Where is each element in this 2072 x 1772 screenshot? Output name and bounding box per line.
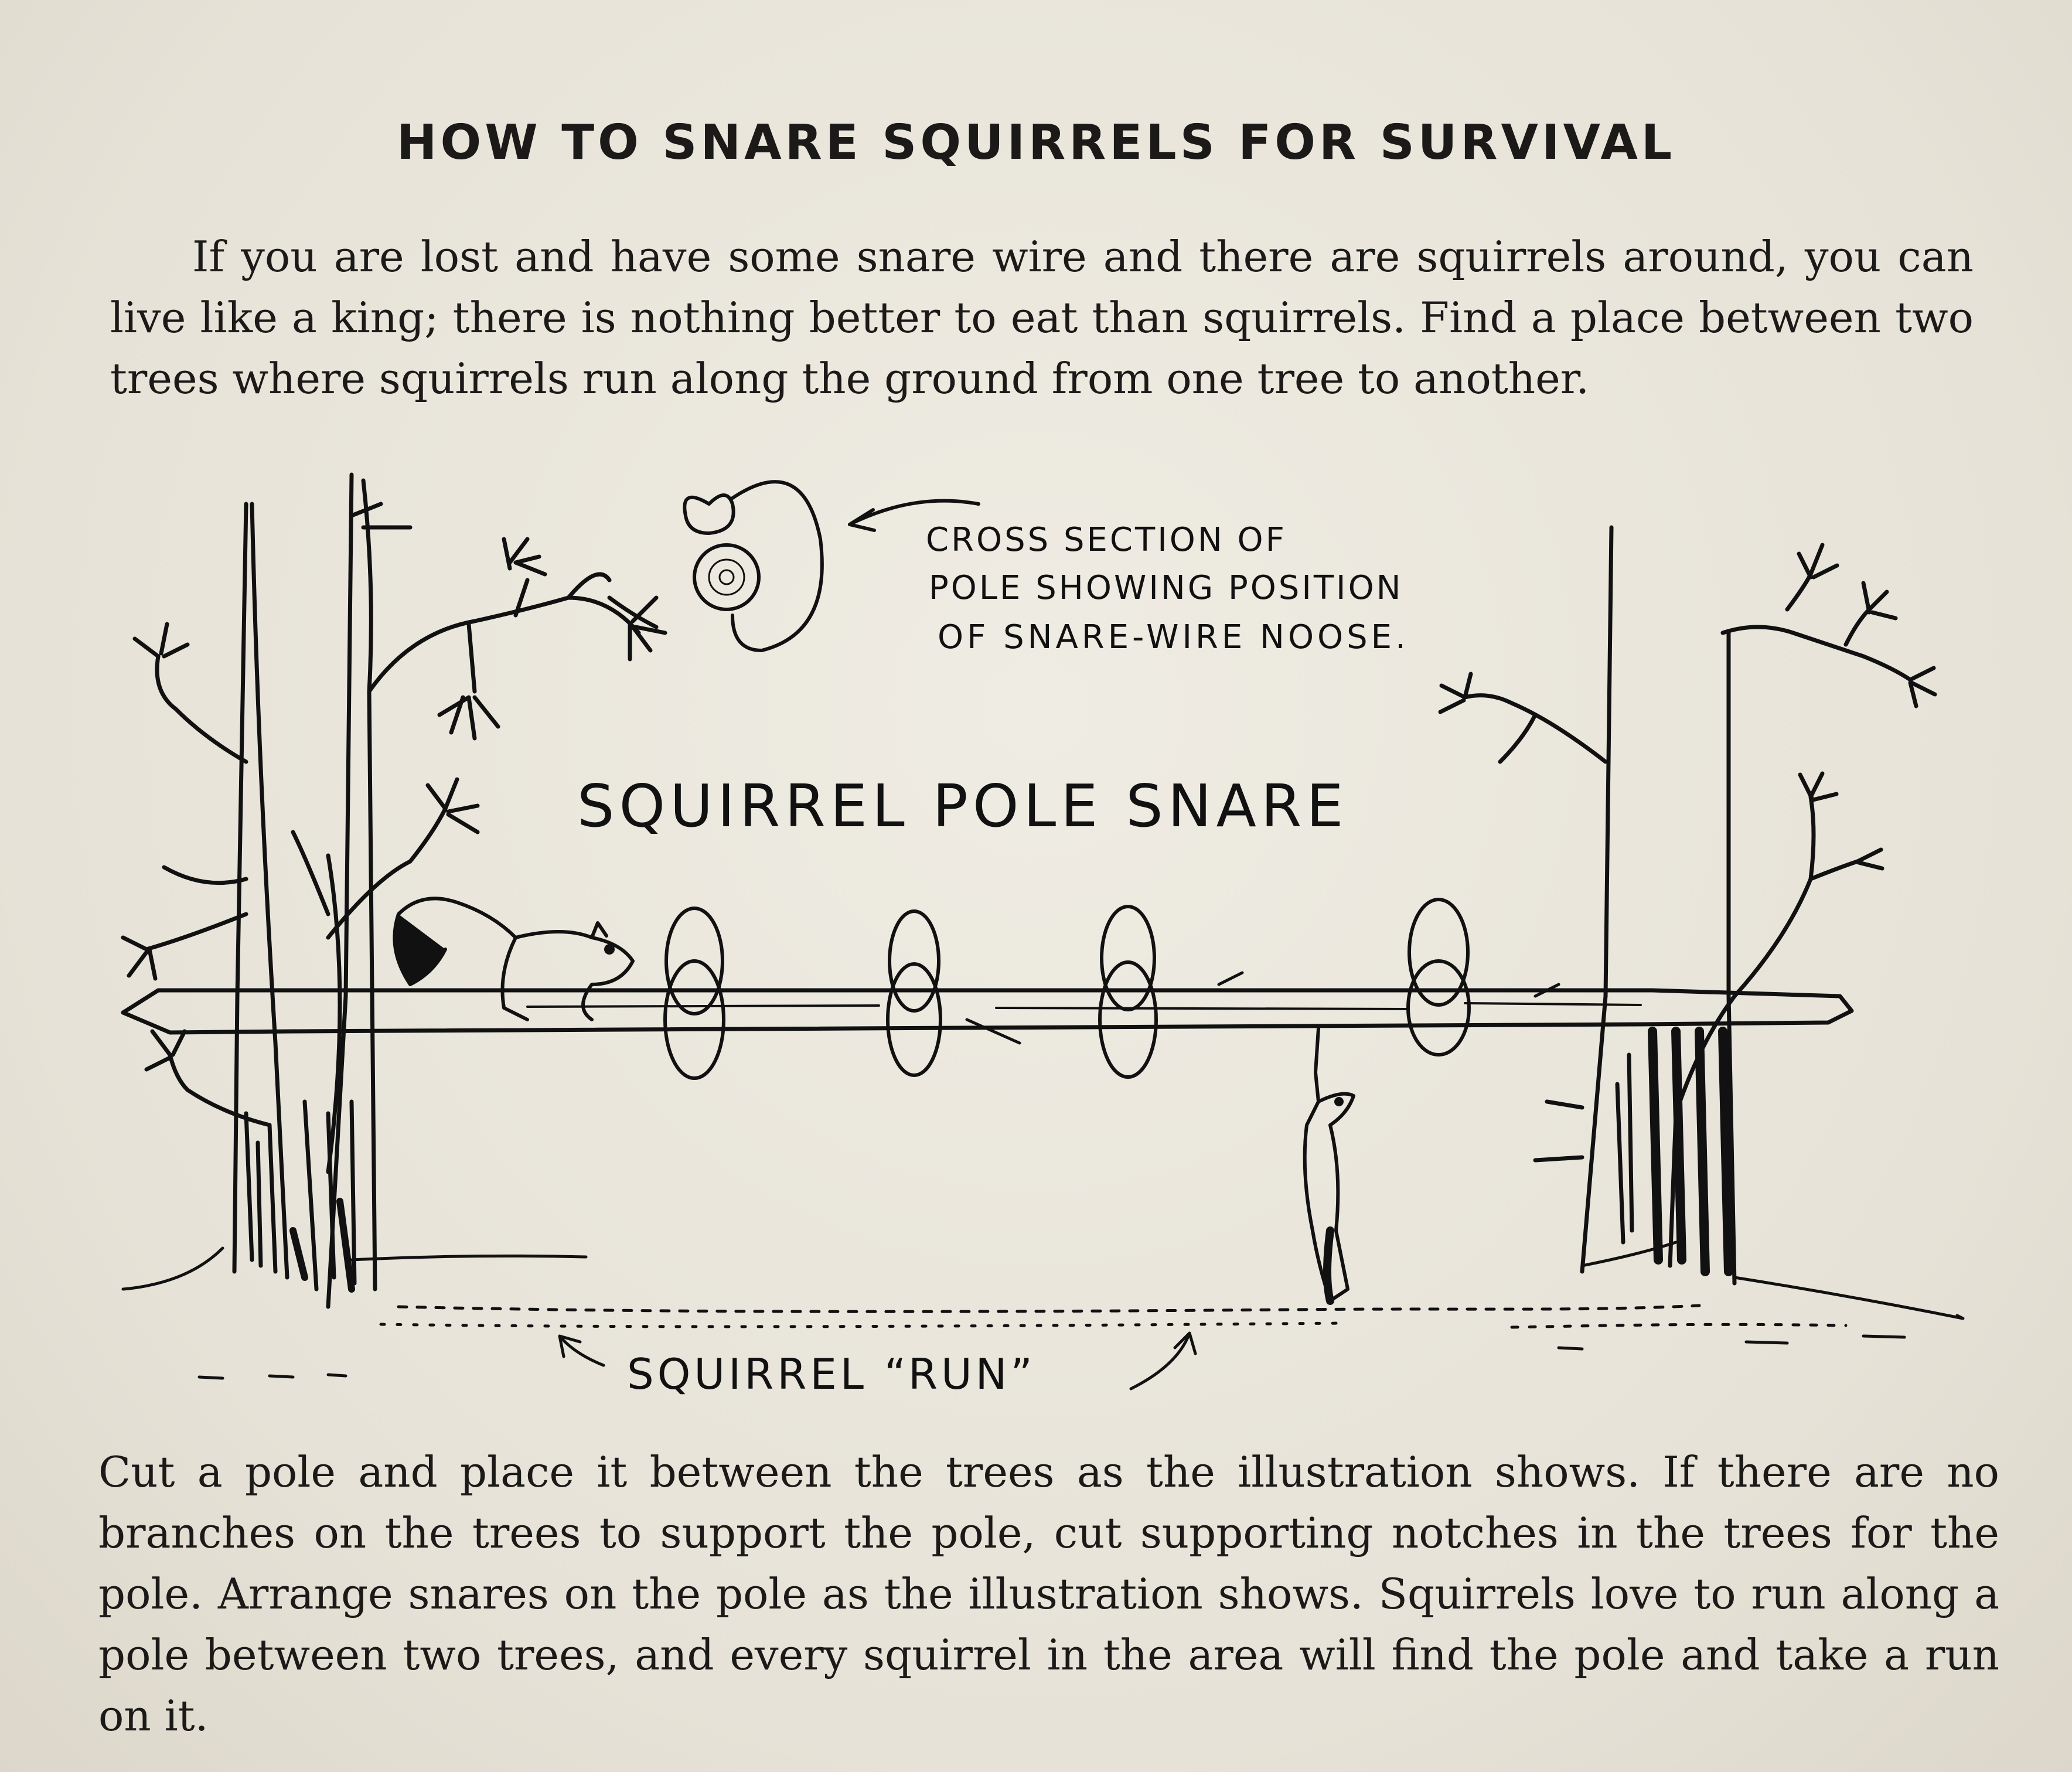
ground	[123, 1242, 1963, 1378]
closing-text: Cut a pole and place it between the trees as the illustration shows. If there are no branches on the trees to support the pole, cut supporting notches in the trees for the pole. Arrange snares on the pole as the illustration shows. Squirrels love to run along a pole between two trees, and every squirrel in the area will find the pole and take a run on it.	[98, 1447, 1999, 1740]
closing-paragraph	[98, 1442, 1999, 1746]
snared-squirrel	[1305, 1094, 1354, 1301]
running-squirrel	[394, 898, 633, 1020]
right-tree	[1440, 527, 1935, 1283]
squirrel-run-label: SQUIRREL “RUN”	[627, 1350, 1036, 1399]
cross-section-diagram	[684, 482, 979, 650]
pole	[123, 973, 1852, 1043]
cross-section-label-line-1: CROSS SECTION OF	[926, 521, 1287, 559]
snare-nooses	[665, 899, 1469, 1102]
page-title: HOW TO SNARE SQUIRRELS FOR SURVIVAL	[396, 115, 1676, 171]
cross-section-label-line-2: POLE SHOWING POSITION	[929, 569, 1403, 607]
cross-section-label-line-3: OF SNARE-WIRE NOOSE.	[938, 618, 1409, 656]
left-trees	[123, 475, 665, 1307]
intro-text: If you are lost and have some snare wire and there are squirrels around, you can live like a king; there is nothing better to eat than squirrels. Find a place between two trees where squirrels run along the ground from one tree to another.	[110, 232, 1974, 403]
illustration-caption: SQUIRREL POLE SNARE	[577, 772, 1348, 840]
